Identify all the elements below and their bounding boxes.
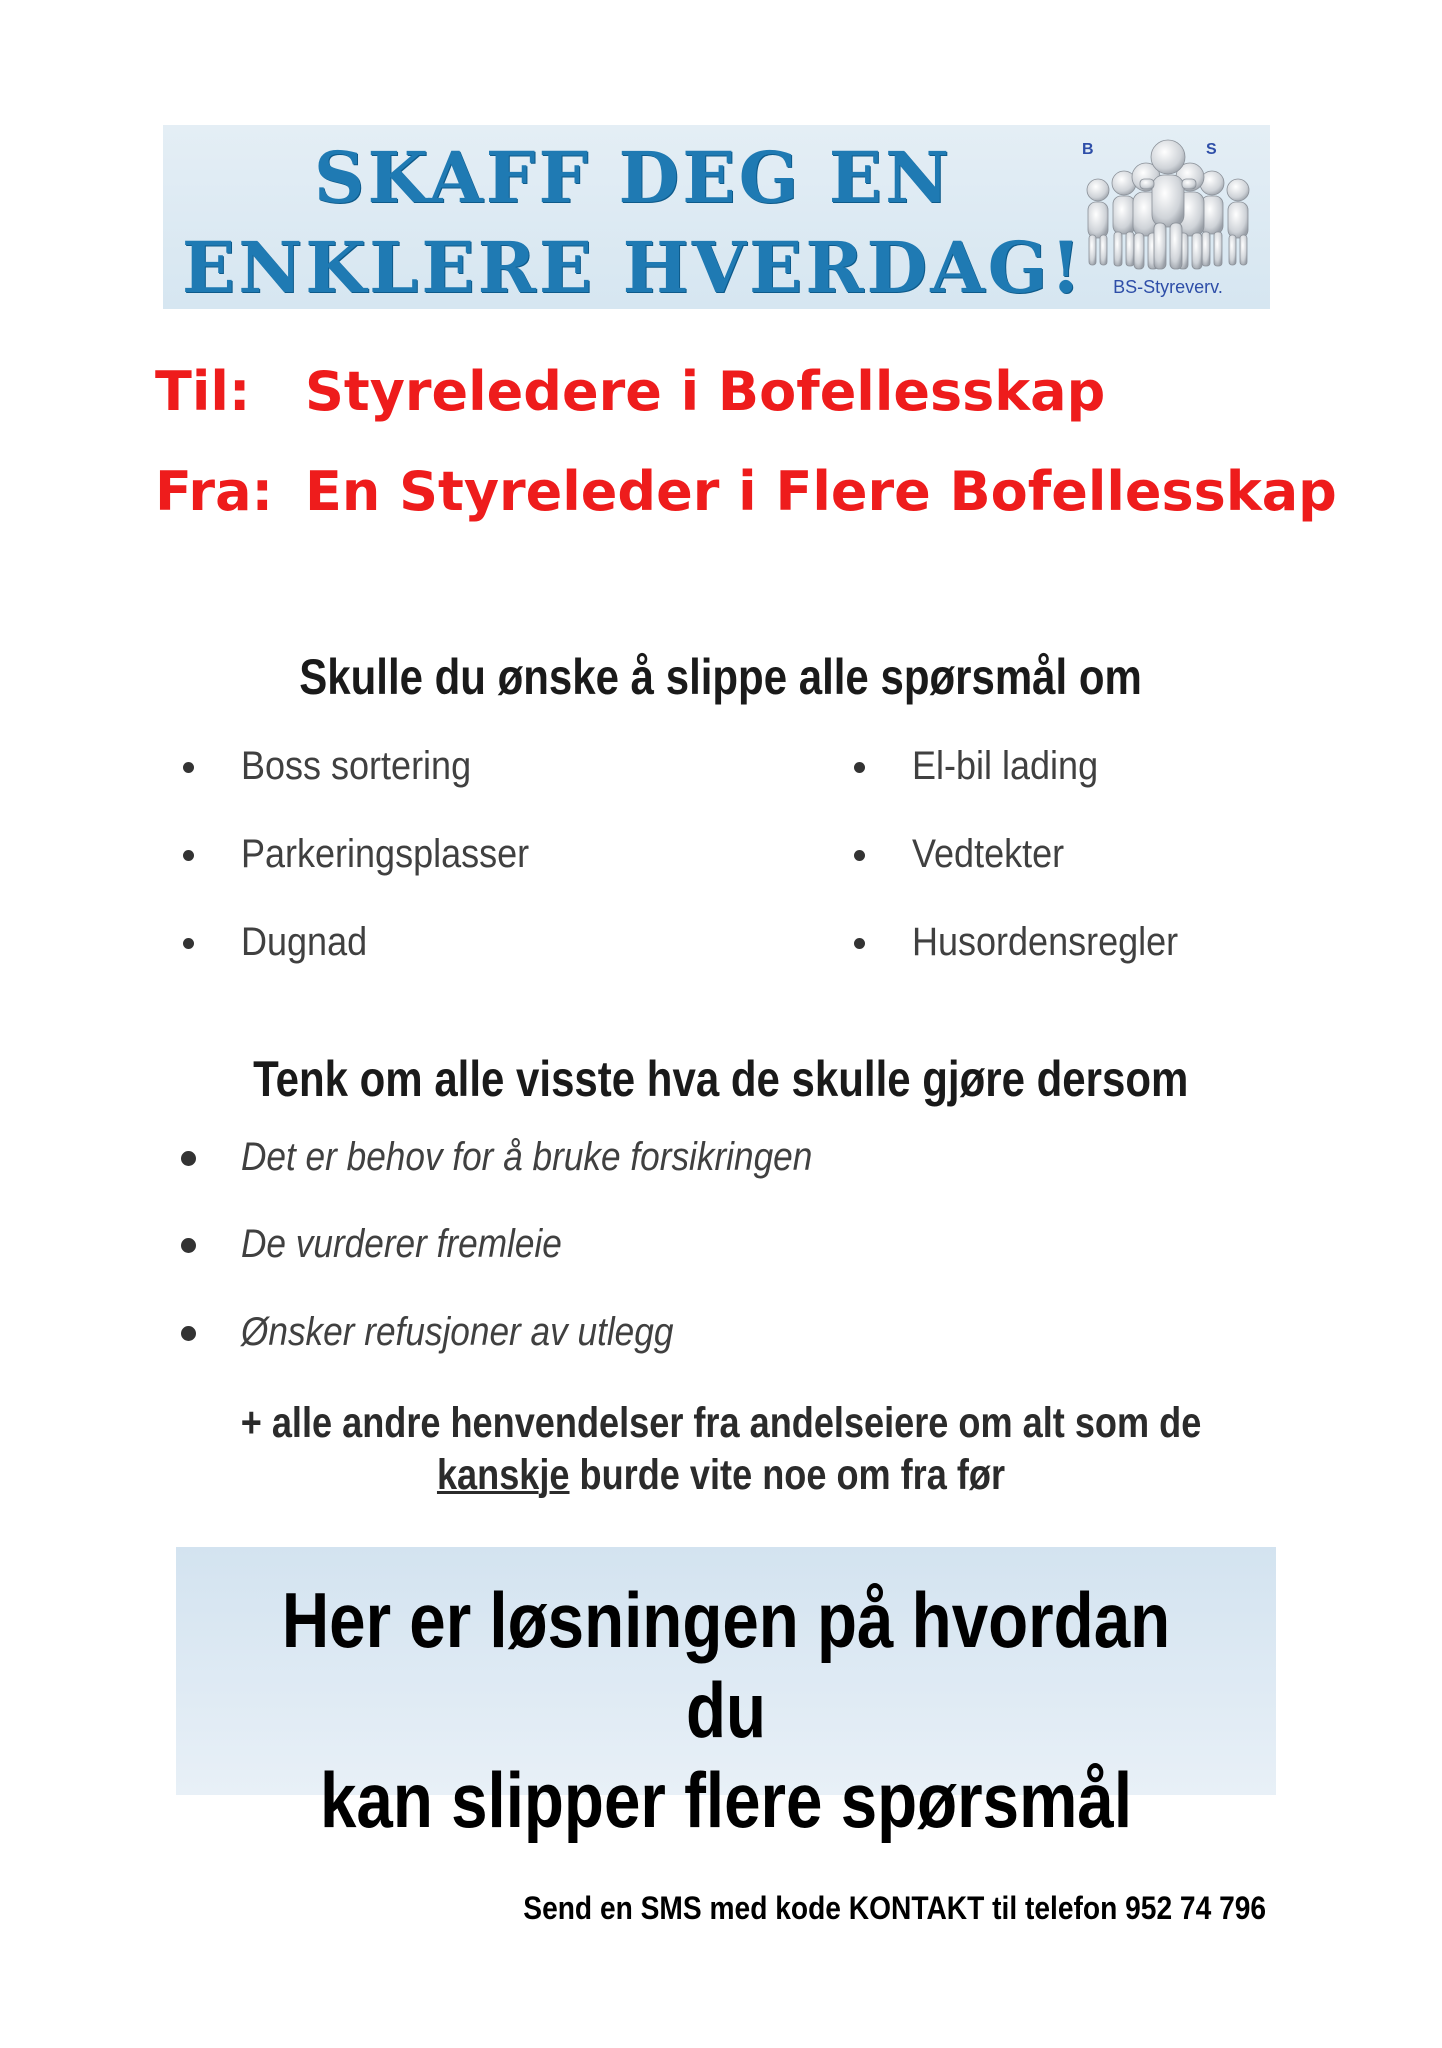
list-item: Parkeringsplasser xyxy=(241,832,561,877)
list-item: Ønsker refusjoner av utlegg xyxy=(241,1310,732,1355)
underlined-word: kanskje xyxy=(436,1451,570,1499)
logo-letter-b: B xyxy=(1082,141,1094,158)
banner-title xyxy=(163,133,1103,313)
extra-note xyxy=(0,1397,1442,1501)
banner-title-line2: ENKLERE HVERDAG! xyxy=(181,226,1085,309)
solution-text xyxy=(176,1575,1276,1845)
list-item: Boss sortering xyxy=(241,744,497,789)
list-item: El-bil lading xyxy=(912,744,1119,789)
solution-line2: kan slipper flere spørsmål xyxy=(319,1756,1133,1844)
to-value: Styreledere i Bofellesskap xyxy=(305,360,1106,423)
group-of-people-icon xyxy=(1076,135,1260,275)
to-label: Til: xyxy=(155,360,251,423)
from-label: Fra: xyxy=(155,460,274,523)
section1-heading: Skulle du ønske å slippe alle spørsmål om xyxy=(299,649,1143,705)
bs-styreverv-logo xyxy=(1068,125,1268,309)
section2-heading: Tenk om alle visste hva de skulle gjøre dersom xyxy=(253,1051,1189,1107)
solution-line1: Her er løsningen på hvordan du xyxy=(281,1576,1171,1754)
to-line xyxy=(155,360,1106,423)
from-value: En Styreleder i Flere Bofellesskap xyxy=(305,460,1337,523)
banner-title-line1: SKAFF DEG EN xyxy=(313,136,953,219)
list-item: De vurderer fremleie xyxy=(241,1222,606,1267)
extra-line1: + alle andre henvendelser fra andelseiere om alt som de xyxy=(240,1399,1202,1447)
solution-box xyxy=(176,1547,1276,1844)
logo-caption: BS-Styreverv. xyxy=(1113,277,1223,297)
contact-footer: Send en SMS med kode KONTAKT til telefon 952 74 796 xyxy=(523,1890,1266,1926)
list-item: Det er behov for å bruke forsikringen xyxy=(241,1135,890,1180)
from-line xyxy=(155,460,1337,523)
extra-line2: kanskje burde vite noe om fra før xyxy=(436,1451,1006,1499)
header-banner xyxy=(163,125,1270,309)
logo-letter-s: S xyxy=(1206,141,1217,158)
list-item: Husordensregler xyxy=(912,920,1208,965)
list-item: Vedtekter xyxy=(912,832,1081,877)
list-item: Dugnad xyxy=(241,920,381,965)
